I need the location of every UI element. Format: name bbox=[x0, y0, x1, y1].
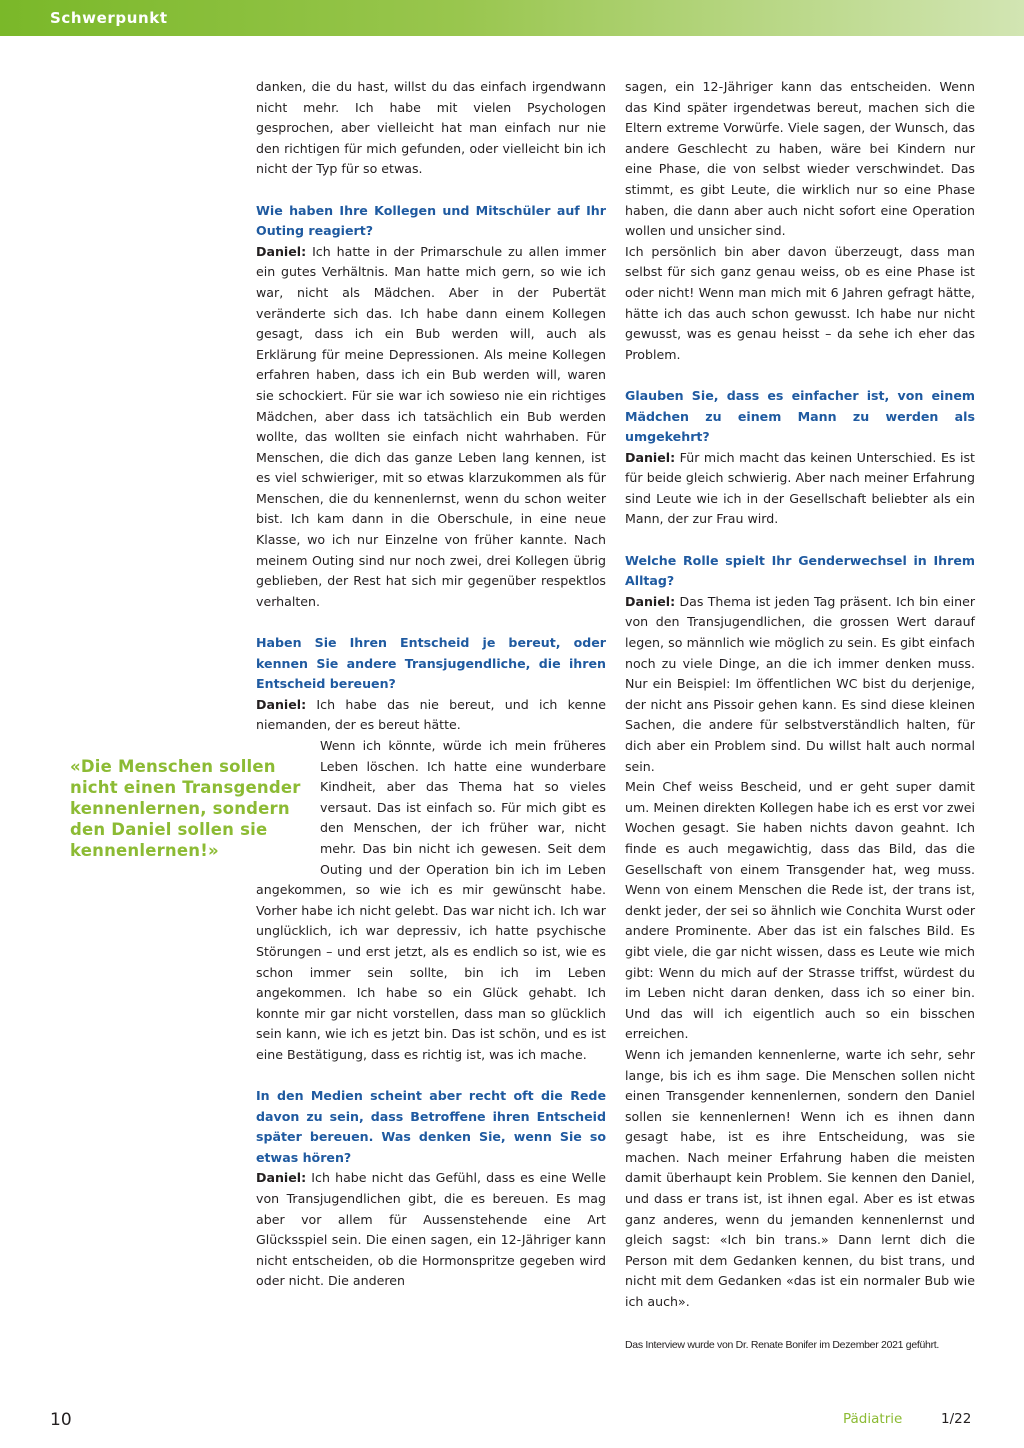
interview-question: Welche Rolle spielt Ihr Genderwechsel in Ihrem Alltag? bbox=[625, 552, 975, 589]
speaker-label: Daniel: bbox=[625, 449, 676, 465]
interview-answer bbox=[625, 448, 975, 530]
interview-question: Wie haben Ihre Kollegen und Mitschüler auf Ihr Outing reagiert? bbox=[256, 202, 606, 239]
pull-quote-wrap bbox=[70, 695, 606, 1066]
paragraph: Ich persönlich bin aber davon überzeugt, dass man selbst für sich ganz genau weiss, ob es eine Phase ist oder nicht! Wenn man mich mit 6 Jahren gefragt hätte, hätte ich das auch schon gewusst. Ich habe nur nicht gewusst, was es genau heisst – da sehe ich eher das Problem. bbox=[625, 243, 975, 362]
journal-name: Pädiatrie bbox=[843, 1411, 903, 1427]
header-bar bbox=[0, 0, 1024, 36]
answer-text: Ich habe das nie bereut, und ich kenne niemanden, der es bereut hätte. bbox=[256, 696, 606, 733]
paragraph: Mein Chef weiss Bescheid, und er geht super damit um. Meinen direkten Kollegen habe ich es erst vor zwei Wochen gesagt. Sie haben nichts davon geahnt. Ich finde es auch megawichtig, dass das Bild, das die Gesellschaft von einem Transgender hat, weg muss. Wenn von einem Menschen die Rede ist, der trans ist, denkt jeder, der sei so ähnlich wie Conchita Wurst oder andere Prominente. Aber das ist ein falsches Bild. Es gibt viele, die gar nicht wissen, dass es Leute wie mich gibt: Wenn du mich auf der Strasse triffst, würdest du im Leben nicht daran denken, dass ich so einer bin. Und das will ich eigentlich auch so ein bisschen erreichen. bbox=[625, 779, 975, 1042]
float-spacer bbox=[256, 695, 606, 736]
interview-answer bbox=[625, 592, 975, 777]
page-number: 10 bbox=[50, 1410, 72, 1430]
speaker-label: Daniel: bbox=[256, 696, 307, 712]
speaker-label: Daniel: bbox=[625, 593, 676, 609]
paragraph: danken, die du hast, willst du das einfach irgendwann nicht mehr. Ich habe mit vielen Psychologen gesprochen, aber vielleicht hat man einfach nur nie den richtigen für mich gefunden, oder vielleicht bin ich nicht der Typ für so etwas. bbox=[256, 79, 606, 177]
right-column bbox=[625, 77, 975, 1355]
paragraph: Wenn ich jemanden kennenlerne, warte ich sehr, sehr lange, bis ich es ihm sage. Die Menschen sollen nicht einen Transgender kennenlernen, sondern den Daniel sollen sie kennenlernen! Wenn ich es ihnen dann gesagt habe, ist es ihre Entscheidung, was sie machen. Nach meiner Erfahrung haben die meisten damit überhaupt kein Problem. Sie kennen den Daniel, und dass er trans ist, ist ihnen egal. Aber es ist etwas ganz anderes, wenn du jemanden kennenlernst und gleich sagst: «Ich bin trans.» Dann lernt dich die Person mit dem Gedanken kennen, du bist trans, und nicht mit dem Gedanken «das ist ein normaler Bub wie ich auch». bbox=[625, 1046, 975, 1310]
interview-question: Glauben Sie, dass es einfacher ist, von einem Mädchen zu einem Mann zu werden als umgekehrt? bbox=[625, 387, 975, 445]
issue-number: 1/22 bbox=[941, 1411, 972, 1427]
interview-question: In den Medien scheint aber recht oft die Rede davon zu sein, dass Betroffene ihren Entscheid später bereuen. Was denken Sie, wenn Sie so etwas hören? bbox=[256, 1088, 606, 1165]
interview-answer bbox=[256, 1168, 606, 1292]
interview-answer bbox=[256, 242, 606, 613]
left-column bbox=[70, 77, 606, 1292]
answer-text: Das Thema ist jeden Tag präsent. Ich bin einer von den Transjugendlichen, die grossen Wert darauf legen, so männlich wie möglich zu sein. Es gibt einfach noch zu viele Dinge, an die ich immer denken muss. Nur ein Beispiel: Im öffentlichen WC bist du derjenige, der nicht ans Pissoir gehen kann. Es sind diese kleinen Sachen, die andere für selbstverständlich halten, für dich aber ein Problem sind. Du willst halt auch normal sein. bbox=[625, 593, 975, 774]
interview-credit: Das Interview wurde von Dr. Renate Bonifer im Dezember 2021 geführt. bbox=[625, 1338, 940, 1351]
paragraph: Wenn ich könnte, würde ich mein früheres Leben löschen. Ich hatte eine wunderbare Kindheit, aber das Thema hat so vieles versaut. Das ist einfach so. Für mich gibt es den Menschen, der ich früher war, nicht mehr. Das bin nicht ich gewesen. Seit dem Outing und der Operation bin ich im Leben angekommen, so wie ich es mir gewünscht habe. Vorher habe ich nicht gelebt. Das war nicht ich. Ich war unglücklich, ich war depressiv, ich hatte psychische Störungen – und erst jetzt, als es endlich so ist, wie es schon immer sein sollte, bin ich im Leben angekommen. Ich habe so ein Glück gehabt. Ich konnte mir gar nicht vorstellen, dass man so glücklich sein kann, wie ich es jetzt bin. Das ist schön, und es ist eine Bestätigung, dass es richtig ist, was ich mache. bbox=[256, 738, 606, 1062]
answer-text: Für mich macht das keinen Unterschied. Es ist für beide gleich schwierig. Aber nach meiner Erfahrung sind Leute wie ich in der Gesellschaft beliebter als ein Mann, der zur Frau wird. bbox=[625, 449, 975, 527]
speaker-label: Daniel: bbox=[256, 243, 307, 259]
answer-text: Ich habe nicht das Gefühl, dass es eine Welle von Transjugendlichen gibt, die es bereuen. Es mag aber vor allem für Aussenstehende eine Art Glücksspiel sein. Die einen sagen, ein 12-Jähriger kann nicht entscheiden, ob die Hormonspritze gegeben wird oder nicht. Die anderen bbox=[256, 1170, 606, 1289]
answer-text: Ich hatte in der Primarschule zu allen immer ein gutes Verhältnis. Man hatte mich gern, so wie ich war, nicht als Mädchen. Aber in der Pubertät veränderte sich das. Ich habe dann einem Kollegen gesagt, dass ich ein Bub werden will, auch als Erklärung für meine Depressionen. Als meine Kollegen erfahren haben, dass ich ein Bub werden will, waren sie schockiert. Für sie war ich sowieso nie ein richtiges Mädchen, aber dass ich tatsächlich ein Bub werden wollte, das wollten sie einfach nicht wahrhaben. Für Menschen, die dich das ganze Leben lang kennen, ist es viel schwieriger, mit so etwas klarzukommen als für Menschen, die du kennenlernst, wenn du schon weiter bist. Ich kam dann in die Oberschule, in eine neue Klasse, wo ich nur Einzelne von früher kannte. Nach meinem Outing sind nur noch zwei, drei Kollegen übrig geblieben, der Rest hat sich mir gegenüber respektlos verhalten. bbox=[256, 243, 606, 609]
speaker-label: Daniel: bbox=[256, 1170, 307, 1186]
section-label: Schwerpunkt bbox=[50, 9, 168, 27]
paragraph: sagen, ein 12-Jähriger kann das entscheiden. Wenn das Kind später irgendetwas bereut, machen sich die Eltern extreme Vorwürfe. Viele sagen, der Wunsch, das andere Geschlecht zu haben, wäre bei Kindern nur eine Phase, die von selbst wieder verschwindet. Das stimmt, es gibt Leute, die wirklich nur so eine Phase haben, die dann aber auch nicht sofort eine Operation wollen und unsicher sind. bbox=[625, 79, 975, 239]
pull-quote: «Die Menschen sollen nicht einen Transgender kennenlernen, sondern den Daniel sollen sie kennenlernen!» bbox=[70, 757, 301, 860]
interview-question: Haben Sie Ihren Entscheid je bereut, oder kennen Sie andere Transjugendliche, die ihren Entscheid bereuen? bbox=[256, 635, 606, 692]
